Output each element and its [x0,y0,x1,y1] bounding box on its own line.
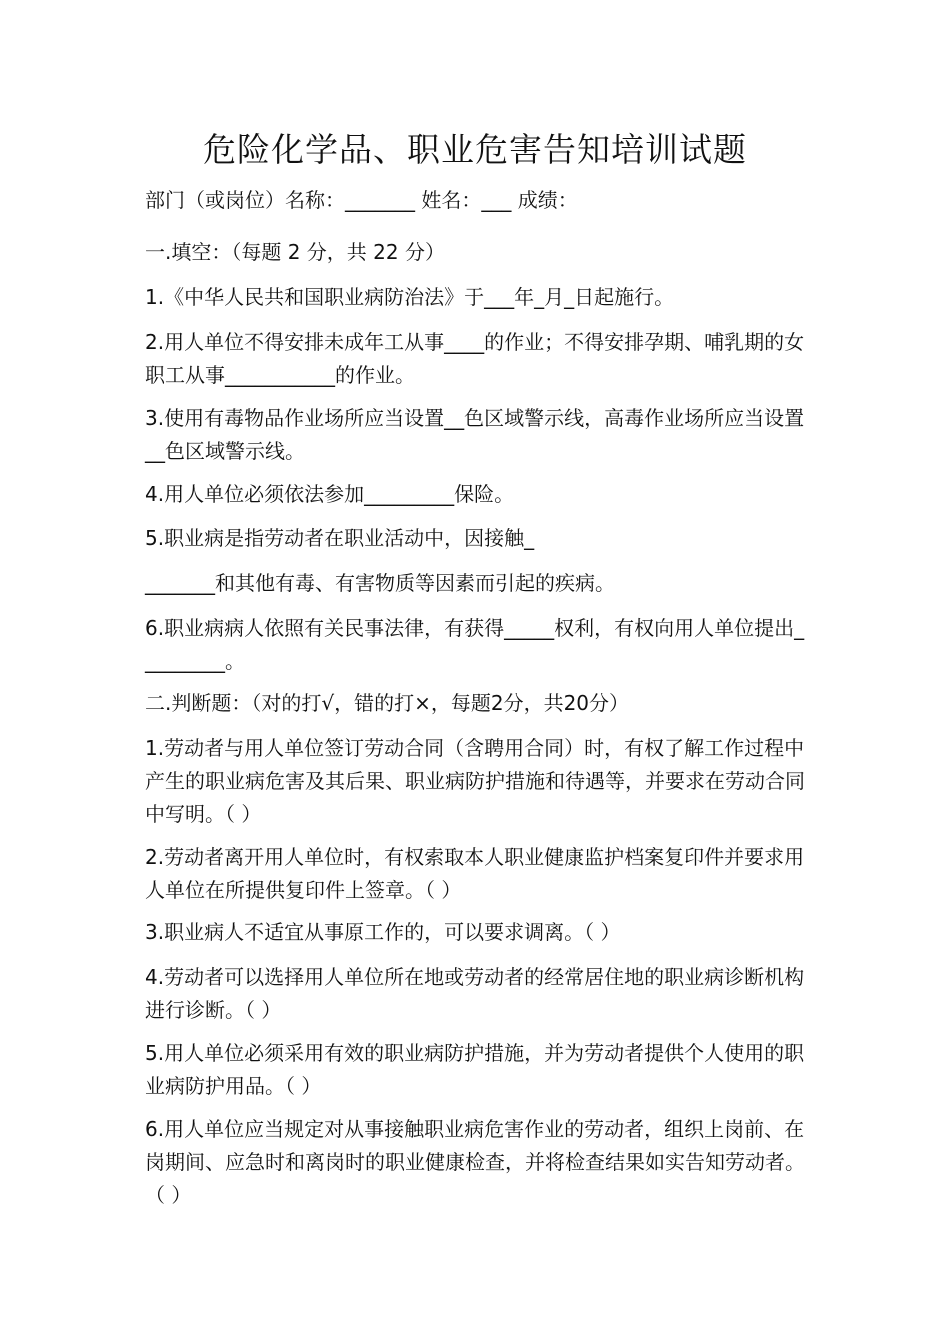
judge-question-4: 4.劳动者可以选择用人单位所在地或劳动者的经常居住地的职业病诊断机构进行诊断。（ ） [145,965,805,1022]
judge-question-1: 1.劳动者与用人单位签订劳动合同（含聘用合同）时，有权了解工作过程中产生的职业病危害及其后果、职业病防护措施和待遇等，并要求在劳动合同中写明。（ ） [145,736,805,826]
fill-question-5-part-b: _______和其他有毒、有害物质等因素而引起的疾病。 [145,571,615,595]
fill-question-2: 2.用人单位不得安排未成年工从事____的作业；不得安排孕期、哺乳期的女职工从事___________的作业。 [145,330,805,387]
page-title: 危险化学品、职业危害告知培训试题 [203,130,747,169]
section-1-heading: 一.填空：（每题 2 分，共 22 分） [145,240,445,264]
fill-question-4: 4.用人单位必须依法参加_________保险。 [145,482,515,506]
judge-question-3: 3.职业病人不适宜从事原工作的，可以要求调离。（ ） [145,920,621,944]
judge-question-2: 2.劳动者离开用人单位时，有权索取本人职业健康监护档案复印件并要求用人单位在所提供复印件上签章。（ ） [145,845,805,902]
fill-question-1: 1.《中华人民共和国职业病防治法》于___年_月_日起施行。 [145,285,675,309]
judge-question-6: 6.用人单位应当规定对从事接触职业病危害作业的劳动者，组织上岗前、在岗期间、应急时和离岗时的职业健康检查，并将检查结果如实告知劳动者。（ ） [145,1117,805,1207]
fill-question-5-part-a: 5.职业病是指劳动者在职业活动中，因接触_ [145,526,535,550]
header-info-line: 部门（或岗位）名称：_______ 姓名：___ 成绩： [145,188,578,212]
section-2-heading: 二.判断题：（对的打√，错的打×，每题2分，共20分） [145,691,630,715]
fill-question-6: 6.职业病病人依照有关民事法律，有获得_____权利，有权向用人单位提出_________。 [145,616,805,673]
fill-question-3: 3.使用有毒物品作业场所应当设置__色区域警示线，高毒作业场所应当设置__色区域警示线。 [145,406,805,463]
judge-question-5: 5.用人单位必须采用有效的职业病防护措施，并为劳动者提供个人使用的职业病防护用品。（ ） [145,1041,805,1098]
